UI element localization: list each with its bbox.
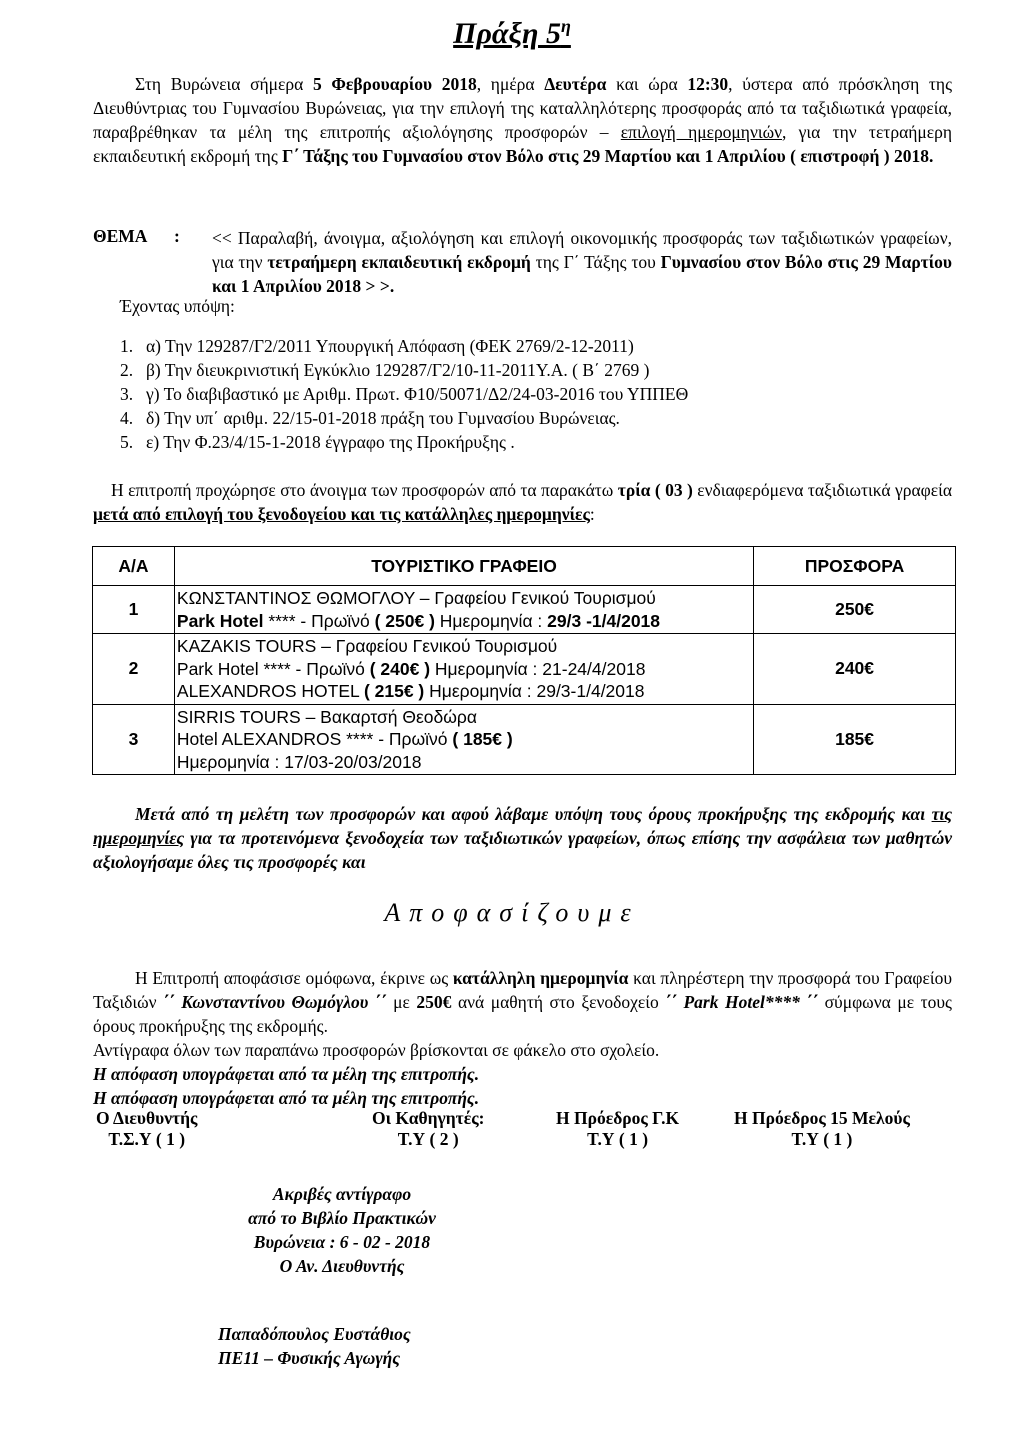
intro-text: και ώρα [606, 74, 688, 94]
list-number: 4. [120, 408, 134, 428]
signature-block [96, 1108, 197, 1150]
decision-price: 250€ [416, 992, 452, 1012]
agency-line [177, 658, 751, 681]
signed-note: Η απόφαση υπογράφεται από τα μέλη της επιτροπής. [93, 1064, 480, 1084]
copy-line: από το Βιβλίο Πρακτικών [248, 1208, 436, 1228]
decision-heading: Αποφασίζουμε [384, 898, 640, 927]
agency-part: Park Hotel **** - Πρωϊνό [176, 658, 370, 679]
header-aa: Α/Α [93, 547, 175, 586]
offer-price: 250€ [754, 586, 956, 634]
agency-part: Hotel ALEXANDROS **** - Πρωϊνό [176, 729, 453, 749]
decision-agency: ΄΄ Κωνσταντίνου Θωμόγλου ΄΄ [163, 992, 387, 1012]
decision-hotel: ΄΄ Park Hotel**** ΄΄ [665, 992, 819, 1012]
agency-line [177, 728, 751, 751]
agency-part: Park Hotel [176, 610, 264, 631]
signature-role: Η Πρόεδρος Γ.Κ [556, 1108, 680, 1128]
intro-time: 12:30 [687, 74, 729, 94]
committee-text: Η επιτροπή προχώρησε στο άνοιγμα των προσφορών από τα παρακάτω [111, 480, 618, 500]
list-item [120, 334, 688, 358]
list-item [120, 430, 688, 454]
copy-line: Ο Αν. Διευθυντής [279, 1256, 405, 1276]
intro-text: , ημέρα [476, 74, 545, 94]
signature-role: Η Πρόεδρος 15 Μελούς [734, 1108, 910, 1128]
references-list [120, 334, 688, 454]
intro-underlined: επιλογή ημερομηνιών [620, 122, 783, 142]
agency-line [177, 610, 751, 633]
intro-text: Στη Βυρώνεια σήμερα [135, 74, 313, 94]
agency-part: ( 240€ ) [369, 658, 431, 679]
subject-part: << Παραλαβή, άνοιγμα, αξιολόγηση και επιλογή οικονομικής προσφοράς των ταξιδιωτικών γραφείων, για την [212, 228, 952, 272]
signature-role: Ο Διευθυντής [96, 1108, 198, 1128]
document-title [0, 16, 1024, 51]
copy-date: Βυρώνεια : 6 - 02 - 2018 [253, 1232, 431, 1252]
decision-text: σύμφωνα με τους όρους προκήρυξης της εκδρομής. [93, 992, 952, 1036]
row-number: 3 [93, 704, 175, 775]
list-text: α) Την 129287/Γ2/2011 Υπουργική Απόφαση (ΦΕΚ 2769/2-12-2011) [146, 336, 634, 356]
list-text: β) Την διευκρινιστική Εγκύκλιο 129287/Γ2/10-11-2011Υ.Α. ( Β΄ 2769 ) [146, 360, 650, 380]
signer-title: ΠΕ11 – Φυσικής Αγωγής [218, 1348, 401, 1368]
offer-price: 185€ [754, 704, 956, 775]
committee-text: : [589, 504, 595, 524]
subject-text [212, 226, 952, 298]
study-text: για τα προτεινόμενα ξενοδοχεία των ταξιδιωτικών γραφείων, όπως επίσης την ασφάλεια των μαθητών αξιολογήσαμε όλες τις προσφορές και [93, 828, 952, 872]
committee-paragraph [93, 478, 952, 526]
agency-part: ( 185€ ) [452, 729, 513, 749]
table-row [93, 704, 956, 775]
signed-note: Η απόφαση υπογράφεται από τα μέλη της επιτροπής. [93, 1088, 480, 1108]
title-text: Πράξη 5 [453, 17, 561, 50]
subject-label: ΘΕΜΑ [93, 226, 148, 246]
decision-text: και πληρέστερη την προσφορά του Γραφείου Ταξιδιών [93, 968, 952, 1012]
intro-text: , ύστερα από πρόσκληση της Διευθύντριας του Γυμνασίου Βυρώνειας, για την επιλογή της καταλληλότερης προσφοράς από τα ταξιδιωτικά γραφεία, παραβρέθηκαν τα μέλη της επιτροπής αξιολόγησης προσφορών – [93, 74, 953, 142]
decision-notes [93, 1038, 952, 1110]
list-item [120, 358, 688, 382]
agency-part: ( 250€ ) [374, 610, 435, 631]
committee-underlined: μετά από επιλογή του ξενοδογείου και τις κατάλληλες ημερομηνίες [93, 504, 590, 524]
intro-text: , για την τετραήμερη εκπαιδευτική εκδρομή της [93, 122, 953, 166]
subject-colon: : [174, 226, 180, 246]
subject-part: τετραήμερη εκπαιδευτική εκδρομή [267, 252, 531, 272]
agency-part: Ημερομηνία : [434, 610, 548, 631]
certified-copy-block [222, 1182, 462, 1278]
signature-code: Τ.Σ.Υ ( 1 ) [108, 1129, 186, 1149]
signature-role: Οι Καθηγητές: [372, 1108, 485, 1128]
decision-text: ανά μαθητή στο ξενοδοχείο [451, 992, 666, 1012]
list-item [120, 382, 688, 406]
considering-heading: Έχοντας υπόψη: [120, 296, 235, 316]
copies-note: Αντίγραφα όλων των παραπάνω προσφορών βρίσκονται σε φάκελο στο σχολείο. [93, 1040, 660, 1060]
agency-part: **** - Πρωϊνό [263, 610, 375, 631]
agency-line [177, 680, 751, 703]
header-agency: ΤΟΥΡΙΣΤΙΚΟ ΓΡΑΦΕΙΟ [174, 547, 753, 586]
list-number: 2. [120, 360, 134, 380]
signature-block [734, 1108, 910, 1150]
study-underlined: τις ημερομηνίες [93, 804, 952, 848]
decision-bold: κατάλληλη ημερομηνία [452, 968, 629, 988]
list-item [120, 406, 688, 430]
agency-line: ΚΩΝΣΤΑΝΤΙΝΟΣ ΘΩΜΟΓΛΟΥ – Γραφείου Γενικού Τουρισμού [176, 588, 656, 608]
committee-count: τρία ( 03 ) [617, 480, 693, 500]
signature-code: Τ.Υ ( 1 ) [587, 1129, 649, 1149]
table-row [93, 634, 956, 705]
agency-cell [174, 704, 753, 775]
subject-part: της Γ΄ Τάξης του [530, 252, 661, 272]
agency-part: 29/3 -1/4/2018 [547, 610, 661, 631]
agency-line: SIRRIS TOURS – Βακαρτσή Θεοδώρα [176, 706, 478, 727]
study-paragraph [93, 802, 952, 874]
intro-trip-details: Γ΄ Τάξης του Γυμνασίου στον Βόλο στις 29 Μαρτίου και 1 Απριλίου ( επιστροφή ) 2018. [282, 146, 934, 166]
signature-code: Τ.Υ ( 2 ) [397, 1129, 459, 1149]
table-row [93, 586, 956, 634]
agency-line: Ημερομηνία : 17/03-20/03/2018 [176, 751, 422, 772]
list-text: ε) Την Φ.23/4/15-1-2018 έγγραφο της Προκήρυξης . [146, 432, 515, 452]
intro-paragraph [93, 72, 952, 168]
signature-block [372, 1108, 484, 1150]
signer-name: Παπαδόπουλος Ευστάθιος [218, 1324, 411, 1344]
row-number: 1 [93, 586, 175, 634]
copy-line: Ακριβές αντίγραφο [272, 1184, 412, 1204]
agency-line: KAZAKIS TOURS – Γραφείου Γενικού Τουρισμού [176, 636, 558, 656]
signature-block [556, 1108, 679, 1150]
list-number: 3. [120, 384, 134, 404]
intro-day: Δευτέρα [544, 74, 607, 94]
list-number: 1. [120, 336, 134, 356]
agency-part: Ημερομηνία : 29/3-1/4/2018 [424, 681, 645, 701]
intro-date: 5 Φεβρουαρίου 2018 [312, 74, 477, 94]
header-offer: ΠΡΟΣΦΟΡΑ [754, 547, 956, 586]
agency-part: Ημερομηνία : 21-24/4/2018 [430, 658, 646, 679]
table-header-row [93, 547, 956, 586]
decision-text: με [386, 992, 417, 1012]
agency-cell [174, 586, 753, 634]
signature-code: Τ.Υ ( 1 ) [791, 1129, 853, 1149]
agency-part: ( 215€ ) [363, 681, 425, 701]
subject-part: Γυμνασίου στον Βόλο στις 29 Μαρτίου και 1 Απριλίου 2018 > >. [212, 252, 953, 296]
decision-paragraph [93, 966, 952, 1038]
decision-text: Η Επιτροπή αποφάσισε ομόφωνα, έκρινε ως [135, 968, 453, 988]
committee-text: ενδιαφερόμενα ταξιδιωτικά γραφεία [692, 480, 952, 500]
title-superscript: η [560, 16, 571, 36]
offer-price: 240€ [754, 634, 956, 705]
signer-block [218, 1322, 411, 1370]
agency-cell [174, 634, 753, 705]
list-text: γ) Το διαβιβαστικό με Αριθμ. Πρωτ. Φ10/50071/Δ2/24-03-2016 του ΥΠΠΕΘ [146, 384, 689, 404]
list-number: 5. [120, 432, 134, 452]
row-number: 2 [93, 634, 175, 705]
agency-part: ALEXANDROS HOTEL [176, 681, 364, 701]
offers-table [92, 546, 956, 775]
study-text: Μετά από τη μελέτη των προσφορών και αφού λάβαμε υπόψη τους όρους προκήρυξης της εκδρομής και [135, 804, 932, 824]
list-text: δ) Την υπ΄ αριθμ. 22/15-01-2018 πράξη του Γυμνασίου Βυρώνειας. [146, 408, 620, 428]
